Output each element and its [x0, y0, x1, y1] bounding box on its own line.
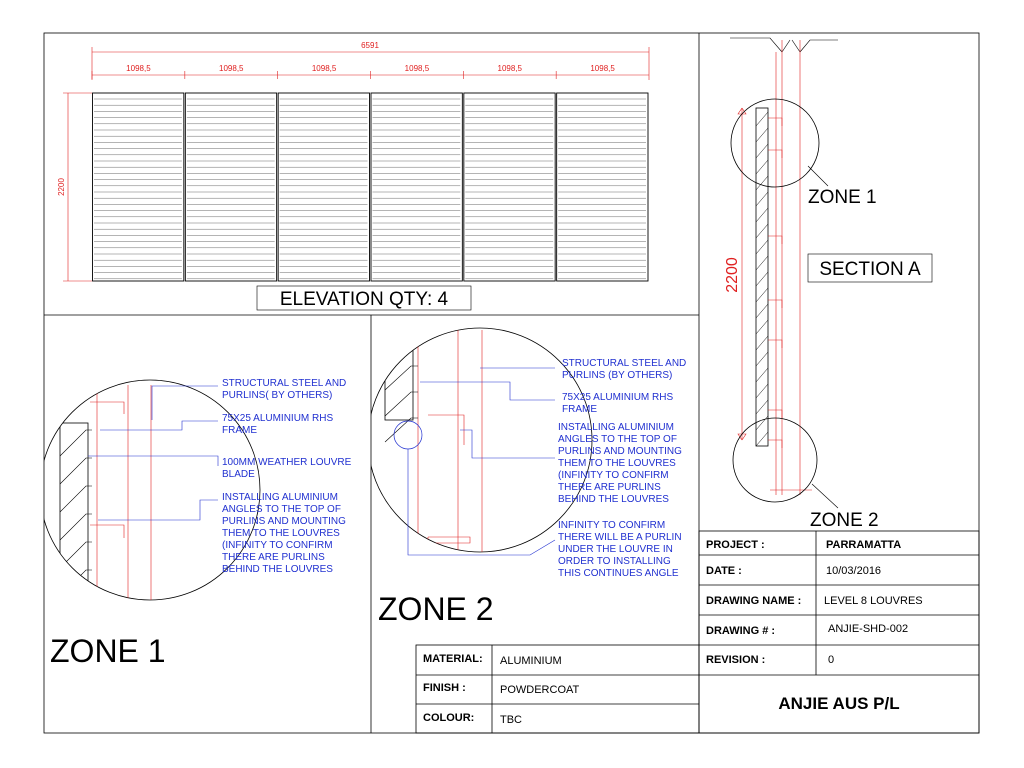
section-title: SECTION A	[819, 259, 921, 280]
panel-width-label: 1098,5	[497, 64, 522, 73]
section-height-label: 2200	[724, 257, 741, 293]
date-label: DATE :	[706, 565, 742, 577]
drawing-name-label: DRAWING NAME :	[706, 595, 802, 607]
colour-value: TBC	[500, 714, 522, 726]
hatch-line	[756, 144, 768, 158]
elevation-panel	[371, 93, 462, 281]
section-zone1-circle	[731, 99, 819, 187]
hatch-line	[756, 416, 768, 430]
panel-width-label: 1098,5	[590, 64, 615, 73]
elevation-panel	[93, 93, 184, 281]
zone1-title: ZONE 1	[50, 633, 166, 669]
hatch-line	[756, 288, 768, 302]
panel-width-label: 1098,5	[126, 64, 151, 73]
hatch-line	[756, 272, 768, 286]
project-value: PARRAMATTA	[826, 539, 902, 551]
hatch-line	[756, 384, 768, 398]
revision-label: REVISION :	[706, 654, 766, 666]
hatch-line	[756, 304, 768, 318]
hatch-line	[756, 368, 768, 382]
hatch-line	[756, 112, 768, 126]
panel-dimensions	[92, 64, 615, 79]
hatch-line	[756, 160, 768, 174]
hatch-line	[60, 542, 92, 568]
hatch-line	[756, 240, 768, 254]
hatch-line	[756, 432, 768, 446]
zone2-leaders	[408, 368, 555, 555]
hatch-line	[756, 192, 768, 206]
hatch-line	[60, 430, 92, 456]
zone1-detail	[40, 378, 352, 669]
company-name: ANJIE AUS P/L	[778, 694, 900, 713]
material-label: MATERIAL:	[423, 653, 483, 665]
hatch-line	[756, 336, 768, 350]
project-label: PROJECT :	[706, 539, 765, 551]
drawing-number-value: ANJIE-SHD-002	[828, 623, 909, 635]
section-zone1-label: ZONE 1	[808, 187, 877, 208]
hatch-line	[756, 128, 768, 142]
zone2-title: ZONE 2	[378, 591, 494, 627]
hatch-line	[60, 570, 92, 596]
zone2-note: STRUCTURAL STEEL AND PURLINS (BY OTHERS)	[562, 358, 687, 381]
finish-label: FINISH :	[423, 682, 466, 694]
hatch-line	[756, 256, 768, 270]
revision-value: 0	[828, 654, 835, 666]
elevation-panels	[93, 93, 649, 281]
hatch-line	[756, 400, 768, 414]
hatch-line	[756, 208, 768, 222]
elevation-panel	[557, 93, 648, 281]
bracket-mark	[768, 340, 782, 348]
hatch-line	[756, 176, 768, 190]
elevation-view	[57, 41, 649, 310]
bracket-mark	[768, 118, 782, 126]
drawing-number-label: DRAWING # :	[706, 625, 776, 637]
colour-label: COLOUR:	[423, 712, 475, 724]
bracket-mark	[768, 150, 782, 158]
zone1-leader	[808, 166, 828, 186]
hatch-line	[60, 486, 92, 512]
date-value: 10/03/2016	[826, 565, 882, 577]
zone1-note: 100MM WEATHER LOUVRE BLADE	[222, 457, 352, 480]
panel-width-label: 1098,5	[219, 64, 244, 73]
section-zone2-circle	[733, 418, 817, 502]
zone2-detail	[368, 328, 686, 627]
hatch-line	[756, 320, 768, 334]
elevation-height-label: 2200	[57, 178, 66, 196]
bracket-mark	[768, 236, 782, 244]
zone2-note: INSTALLING ALUMINIUM ANGLES TO THE TOP OF PURLINS AND MOUNTING THEM TO THE LOUVRES (INFINITY TO CONFIRM THERE ARE PURLINS BEHIND THE LOUVRES	[558, 422, 682, 505]
hatch-line	[60, 514, 92, 540]
panel-width-label: 1098,5	[404, 64, 430, 73]
section-zone2-label: ZONE 2	[810, 510, 879, 531]
hatch-line	[756, 224, 768, 238]
hatch-line	[756, 352, 768, 366]
section-view	[724, 38, 932, 531]
zone1-note: 75X25 ALUMINIUM RHS FRAME	[222, 413, 334, 436]
zone1-note: INSTALLING ALUMINIUM ANGLES TO THE TOP OF PURLINS AND MOUNTING THEM TO THE LOUVRES (INFINITY TO CONFIRM THERE ARE PURLINS BEHIND THE LOUVRES	[222, 492, 346, 575]
zone2-note: INFINITY TO CONFIRM THERE WILL BE A PURLIN UNDER THE LOUVRE IN ORDER TO INSTALLING THIS CONTINUES ANGLE	[558, 520, 682, 579]
panel-width-label: 1098,5	[311, 64, 337, 73]
section-louvre-body	[756, 108, 782, 448]
hatch-line	[60, 458, 92, 484]
finish-value: POWDERCOAT	[500, 684, 580, 696]
bracket-mark	[768, 300, 782, 308]
material-value: ALUMINIUM	[500, 655, 562, 667]
zone2-note: 75X25 ALUMINIUM RHS FRAME	[562, 392, 674, 415]
elevation-title: ELEVATION QTY: 4	[279, 289, 449, 310]
zone1-note: STRUCTURAL STEEL AND PURLINS( BY OTHERS)	[222, 378, 347, 401]
elevation-panel	[464, 93, 555, 281]
drawing-name-value: LEVEL 8 LOUVRES	[824, 595, 923, 607]
height-dimension	[63, 93, 92, 281]
bracket-mark	[768, 440, 782, 448]
elevation-panel	[278, 93, 369, 281]
section-top-steel	[730, 38, 838, 52]
elevation-panel	[185, 93, 276, 281]
zone1-notes	[222, 378, 352, 575]
zone2-notes	[558, 358, 686, 579]
zone2-leader	[812, 484, 838, 508]
zone1-leaders	[88, 386, 218, 520]
overall-width-label: 6591	[361, 41, 379, 50]
bracket-mark	[768, 410, 782, 418]
